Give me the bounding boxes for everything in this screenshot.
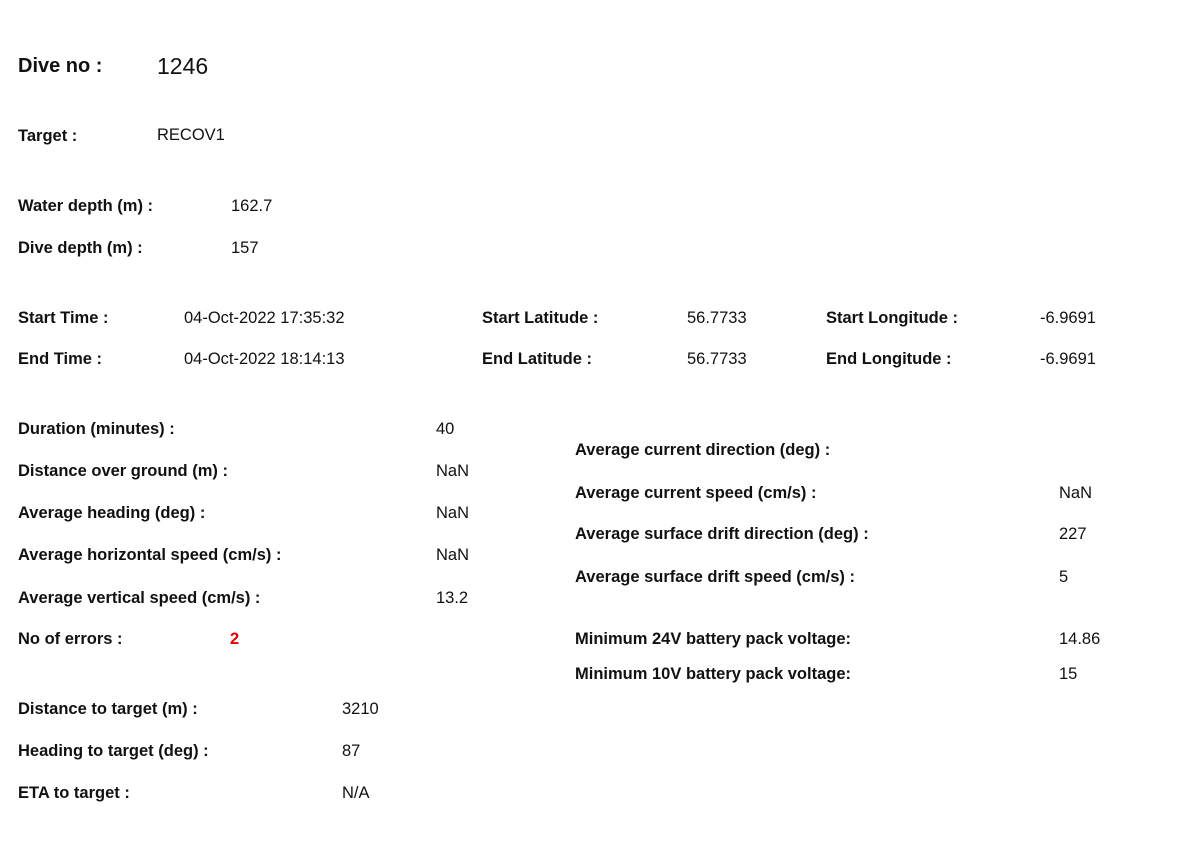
dive-depth-value: 157 bbox=[231, 239, 259, 257]
heading-to-target-value: 87 bbox=[342, 742, 361, 760]
water-depth-label: Water depth (m) : bbox=[18, 197, 154, 215]
average-horizontal-speed-value: NaN bbox=[436, 546, 470, 564]
battery-10v-label: Minimum 10V battery pack voltage: bbox=[575, 665, 851, 683]
end-time-label: End Time : bbox=[18, 350, 103, 368]
distance-over-ground-value: NaN bbox=[436, 462, 470, 480]
start-time-label: Start Time : bbox=[18, 309, 109, 327]
surface-drift-direction-label: Average surface drift direction (deg) : bbox=[575, 525, 869, 543]
eta-to-target-value: N/A bbox=[342, 784, 370, 802]
start-latitude-label: Start Latitude : bbox=[482, 309, 599, 327]
end-longitude-label: End Longitude : bbox=[826, 350, 952, 368]
distance-to-target-label: Distance to target (m) : bbox=[18, 700, 198, 718]
current-speed-value: NaN bbox=[1059, 484, 1093, 502]
average-heading-value: NaN bbox=[436, 504, 470, 522]
battery-10v-value: 15 bbox=[1059, 665, 1078, 683]
start-time-value: 04-Oct-2022 17:35:32 bbox=[184, 309, 345, 327]
start-longitude-value: -6.9691 bbox=[1040, 309, 1096, 327]
eta-to-target-label: ETA to target : bbox=[18, 784, 130, 802]
dive-no-label: Dive no : bbox=[18, 55, 103, 77]
start-longitude-label: Start Longitude : bbox=[826, 309, 958, 327]
average-vertical-speed-label: Average vertical speed (cm/s) : bbox=[18, 589, 261, 607]
target-label: Target : bbox=[18, 127, 78, 145]
end-longitude-value: -6.9691 bbox=[1040, 350, 1096, 368]
end-latitude-value: 56.7733 bbox=[687, 350, 747, 368]
battery-24v-label: Minimum 24V battery pack voltage: bbox=[575, 630, 851, 648]
start-latitude-value: 56.7733 bbox=[687, 309, 747, 327]
average-vertical-speed-value: 13.2 bbox=[436, 589, 469, 607]
duration-label: Duration (minutes) : bbox=[18, 420, 175, 438]
average-horizontal-speed-label: Average horizontal speed (cm/s) : bbox=[18, 546, 282, 564]
heading-to-target-label: Heading to target (deg) : bbox=[18, 742, 209, 760]
battery-24v-value: 14.86 bbox=[1059, 630, 1101, 648]
current-direction-label: Average current direction (deg) : bbox=[575, 441, 831, 459]
dive-depth-label: Dive depth (m) : bbox=[18, 239, 143, 257]
distance-to-target-value: 3210 bbox=[342, 700, 379, 718]
distance-over-ground-label: Distance over ground (m) : bbox=[18, 462, 228, 480]
end-latitude-label: End Latitude : bbox=[482, 350, 592, 368]
end-time-value: 04-Oct-2022 18:14:13 bbox=[184, 350, 345, 368]
errors-value: 2 bbox=[230, 630, 240, 648]
surface-drift-speed-label: Average surface drift speed (cm/s) : bbox=[575, 568, 855, 586]
average-heading-label: Average heading (deg) : bbox=[18, 504, 206, 522]
current-speed-label: Average current speed (cm/s) : bbox=[575, 484, 817, 502]
errors-label: No of errors : bbox=[18, 630, 123, 648]
surface-drift-speed-value: 5 bbox=[1059, 568, 1069, 586]
dive-no-value: 1246 bbox=[157, 53, 209, 79]
water-depth-value: 162.7 bbox=[231, 197, 273, 215]
duration-value: 40 bbox=[436, 420, 455, 438]
target-value: RECOV1 bbox=[157, 126, 225, 144]
surface-drift-direction-value: 227 bbox=[1059, 525, 1087, 543]
